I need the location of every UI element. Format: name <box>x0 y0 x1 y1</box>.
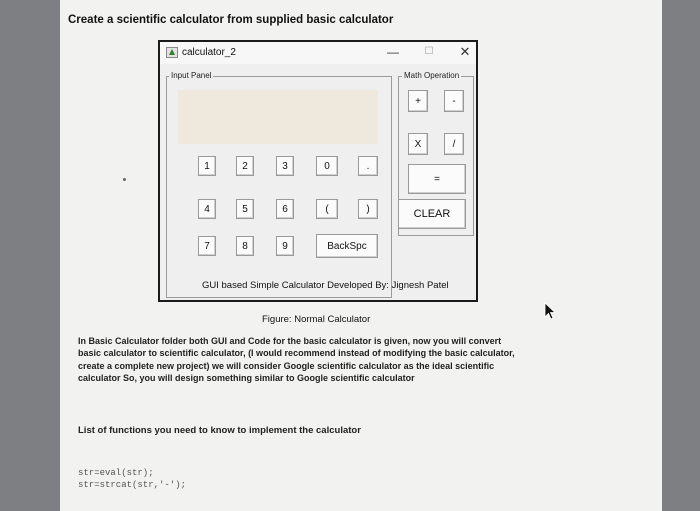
key-8[interactable]: 8 <box>236 236 254 256</box>
bullet-dot <box>123 178 126 181</box>
status-text: GUI based Simple Calculator Developed By: Jignesh Patel <box>202 280 449 291</box>
key-3[interactable]: 3 <box>276 156 294 176</box>
body-line: In Basic Calculator folder both GUI and Code for the basic calculator is given, now you will convert <box>78 336 502 346</box>
key-1[interactable]: 1 <box>198 156 216 176</box>
body-line: create a complete new project) we will consider Google scientific calculator as the ideal scientific <box>78 360 495 371</box>
close-button[interactable]: ✕ <box>459 44 471 59</box>
window-title: calculator_2 <box>182 47 236 58</box>
app-icon <box>166 47 178 58</box>
backspace-button[interactable]: BackSpc <box>316 234 378 258</box>
divide-button[interactable]: / <box>444 133 464 155</box>
key-dot[interactable]: . <box>358 156 378 176</box>
code-line: str=strcat(str,'-'); <box>78 479 187 490</box>
minimize-button[interactable]: — <box>387 45 399 59</box>
multiply-button[interactable]: X <box>408 133 428 155</box>
key-right-paren[interactable]: ) <box>358 199 378 219</box>
key-left-paren[interactable]: ( <box>316 199 338 219</box>
body-line: calculator So, you will design something similar to Google scientific calculator <box>78 373 415 384</box>
input-panel-label: Input Panel <box>171 71 212 80</box>
code-line: str=eval(str); <box>78 468 154 478</box>
body-line: basic calculator to scientific calculator, (I would recommend instead of modifying the basic calculator, <box>78 348 515 359</box>
calculator-display[interactable] <box>178 90 378 144</box>
key-2[interactable]: 2 <box>236 156 254 176</box>
window-titlebar[interactable] <box>160 42 476 64</box>
math-panel-label: Math Operation <box>404 71 460 80</box>
equals-button[interactable]: = <box>408 164 466 194</box>
code-snippet <box>78 468 186 491</box>
key-5[interactable]: 5 <box>236 199 254 219</box>
key-7[interactable]: 7 <box>198 236 216 256</box>
mouse-cursor-icon <box>543 302 557 320</box>
clear-button[interactable]: CLEAR <box>398 199 466 229</box>
key-9[interactable]: 9 <box>276 236 294 256</box>
calculator-window <box>158 40 478 302</box>
maximize-button[interactable]: ☐ <box>424 46 434 57</box>
key-0[interactable]: 0 <box>316 156 338 176</box>
body-paragraph <box>78 335 578 385</box>
page-heading: Create a scientific calculator from supplied basic calculator <box>68 14 394 26</box>
key-6[interactable]: 6 <box>276 199 294 219</box>
plus-button[interactable]: + <box>408 90 428 112</box>
minus-button[interactable]: - <box>444 90 464 112</box>
figure-caption: Figure: Normal Calculator <box>262 314 371 325</box>
functions-title: List of functions you need to know to implement the calculator <box>78 425 361 436</box>
key-4[interactable]: 4 <box>198 199 216 219</box>
